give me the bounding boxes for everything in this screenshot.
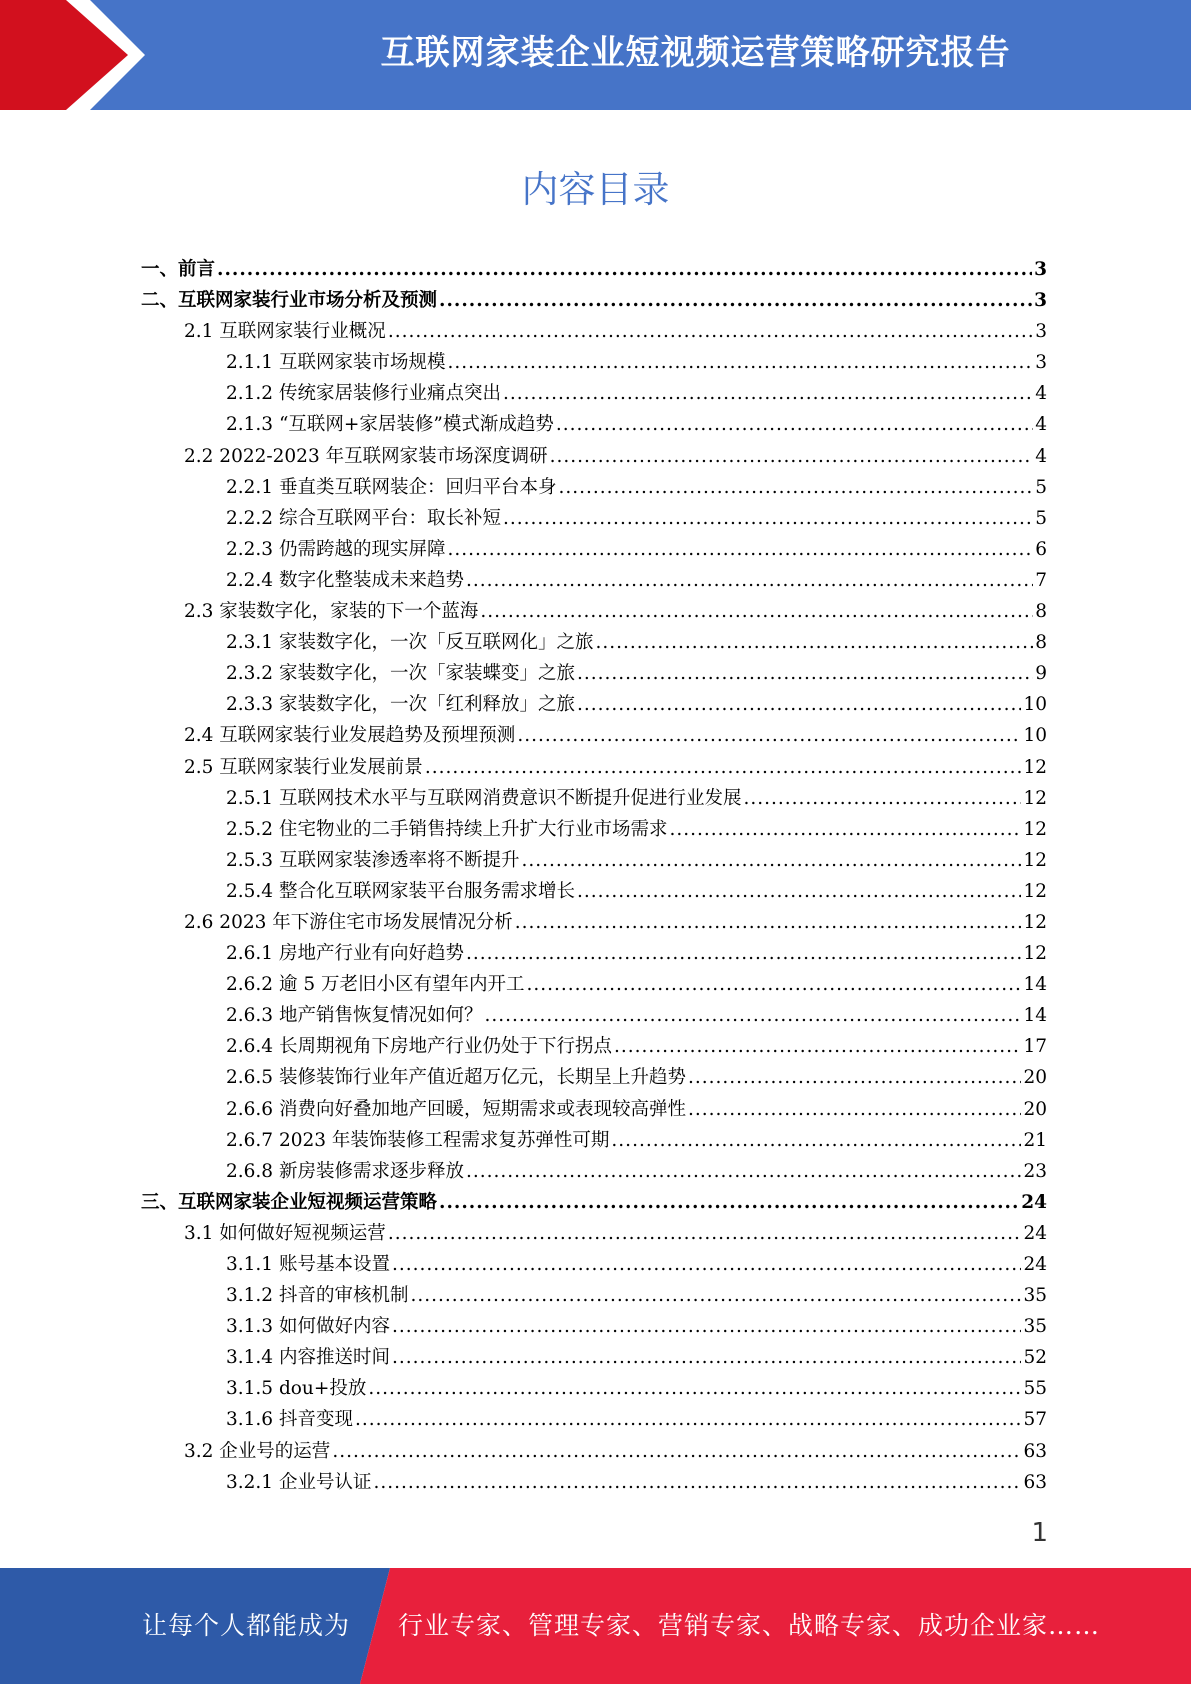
toc-dot-leader bbox=[392, 1249, 1021, 1280]
toc-dot-leader bbox=[410, 1280, 1021, 1311]
toc-entry-page: 35 bbox=[1023, 1285, 1047, 1307]
toc-entry[interactable] bbox=[0, 876, 1191, 907]
toc-dot-leader bbox=[550, 441, 1034, 472]
toc-entry-page: 17 bbox=[1023, 1036, 1047, 1058]
toc-entry-page: 3 bbox=[1034, 290, 1047, 312]
toc-entry-title: 2.1.1 互联网家装市场规模 bbox=[226, 352, 446, 374]
toc-dot-leader bbox=[466, 1156, 1021, 1187]
toc-entry-title: 2.5.1 互联网技术水平与互联网消费意识不断提升促进行业发展 bbox=[226, 787, 742, 809]
report-title: 互联网家装企业短视频运营策略研究报告 bbox=[380, 33, 1011, 73]
toc-entry-page: 52 bbox=[1023, 1347, 1047, 1369]
toc-entry[interactable] bbox=[0, 254, 1191, 285]
toc-entry[interactable] bbox=[0, 783, 1191, 814]
toc-entry-page: 24 bbox=[1023, 1254, 1047, 1275]
toc-entry-title: 2.3 家装数字化，家装的下一个蓝海 bbox=[184, 601, 479, 623]
toc-entry-title: 3.1.1 账号基本设置 bbox=[226, 1254, 390, 1275]
toc-dot-leader bbox=[503, 378, 1033, 409]
toc-dot-leader bbox=[595, 627, 1033, 658]
toc-dot-leader bbox=[556, 409, 1033, 440]
toc-entry-title: 2.2.2 综合互联网平台：取长补短 bbox=[226, 507, 501, 529]
toc-dot-leader bbox=[688, 1094, 1021, 1125]
toc-entry[interactable] bbox=[0, 409, 1191, 440]
toc-entry-title: 2.3.3 家装数字化，一次「红利释放」之旅 bbox=[226, 694, 575, 716]
toc-entry[interactable] bbox=[0, 472, 1191, 503]
toc-entry[interactable] bbox=[0, 1031, 1191, 1062]
toc-entry[interactable] bbox=[0, 1311, 1191, 1342]
toc-entry-page: 12 bbox=[1023, 849, 1047, 871]
toc-entry[interactable] bbox=[0, 441, 1191, 472]
toc-dot-leader bbox=[439, 285, 1032, 316]
toc-entry[interactable] bbox=[0, 689, 1191, 720]
toc-entry[interactable] bbox=[0, 814, 1191, 845]
toc-dot-leader bbox=[373, 1467, 1021, 1498]
toc-entry-title: 3.1.4 内容推送时间 bbox=[226, 1347, 390, 1369]
toc-entry[interactable] bbox=[0, 1404, 1191, 1435]
toc-dot-leader bbox=[447, 534, 1033, 565]
header-banner bbox=[0, 0, 1191, 110]
toc-entry-page: 6 bbox=[1035, 538, 1047, 560]
toc-entry-title: 3.1.3 如何做好内容 bbox=[226, 1316, 390, 1338]
toc-dot-leader bbox=[743, 783, 1021, 814]
toc-entry-page: 10 bbox=[1023, 694, 1047, 716]
toc-entry-title: 2.5 互联网家装行业发展前景 bbox=[184, 756, 423, 778]
toc-entry-title: 2.1 互联网家装行业概况 bbox=[184, 321, 386, 343]
toc-entry[interactable] bbox=[0, 907, 1191, 938]
toc-entry-title: 三、互联网家装企业短视频运营策略 bbox=[141, 1191, 438, 1213]
toc-entry-page: 7 bbox=[1035, 569, 1047, 591]
toc-entry[interactable] bbox=[0, 1342, 1191, 1373]
toc-dot-leader bbox=[484, 1000, 1021, 1031]
toc-entry-title: 2.6.1 房地产行业有向好趋势 bbox=[226, 943, 464, 965]
toc-entry-title: 2.3.1 家装数字化，一次「反互联网化」之旅 bbox=[226, 632, 594, 654]
toc-entry-title: 2.6.2 逾 5 万老旧小区有望年内开工 bbox=[226, 974, 525, 996]
toc-entry[interactable] bbox=[0, 503, 1191, 534]
toc-entry-page: 57 bbox=[1023, 1409, 1047, 1431]
toc-dot-leader bbox=[466, 565, 1033, 596]
toc-entry-page: 12 bbox=[1023, 756, 1047, 778]
toc-entry-page: 4 bbox=[1035, 445, 1047, 467]
toc-entry-title: 2.1.2 传统家居装修行业痛点突出 bbox=[226, 383, 501, 405]
page-number: 1 bbox=[1031, 1518, 1048, 1548]
toc-dot-leader bbox=[669, 814, 1021, 845]
toc-entry[interactable] bbox=[0, 1436, 1191, 1467]
toc-entry[interactable] bbox=[0, 1156, 1191, 1187]
toc-entry-page: 20 bbox=[1023, 1098, 1047, 1120]
toc-dot-leader bbox=[521, 845, 1021, 876]
toc-dot-leader bbox=[577, 658, 1033, 689]
toc-entry-page: 5 bbox=[1035, 476, 1047, 498]
toc-entry[interactable] bbox=[0, 845, 1191, 876]
toc-entry-page: 35 bbox=[1023, 1316, 1047, 1338]
toc-entry-title: 3.1.2 抖音的审核机制 bbox=[226, 1285, 409, 1307]
toc-entry[interactable] bbox=[0, 285, 1191, 316]
toc-entry[interactable] bbox=[0, 316, 1191, 347]
toc-entry-title: 3.1.6 抖音变现 bbox=[226, 1409, 353, 1431]
toc-dot-leader bbox=[517, 720, 1021, 751]
toc-entry[interactable] bbox=[0, 1000, 1191, 1031]
toc-entry[interactable] bbox=[0, 627, 1191, 658]
toc-dot-leader bbox=[611, 1125, 1021, 1156]
toc-entry[interactable] bbox=[0, 596, 1191, 627]
toc-dot-leader bbox=[577, 689, 1021, 720]
footer-slogan-left: 让每个人都能成为 bbox=[142, 1611, 351, 1640]
toc-entry-page: 10 bbox=[1023, 725, 1047, 747]
toc-entry[interactable] bbox=[0, 378, 1191, 409]
toc-entry-page: 55 bbox=[1023, 1378, 1047, 1400]
toc-entry-title: 2.5.2 住宅物业的二手销售持续上升扩大行业市场需求 bbox=[226, 818, 668, 840]
toc-entry-title: 2.5.4 整合化互联网家装平台服务需求增长 bbox=[226, 880, 575, 902]
toc-entry-title: 2.6.8 新房装修需求逐步释放 bbox=[226, 1160, 464, 1182]
toc-entry[interactable] bbox=[0, 534, 1191, 565]
toc-entry-page: 24 bbox=[1023, 1222, 1047, 1244]
toc-entry[interactable] bbox=[0, 1373, 1191, 1404]
toc-dot-leader bbox=[480, 596, 1033, 627]
toc-heading: 内容目录 bbox=[521, 168, 670, 211]
toc-dot-leader bbox=[332, 1436, 1021, 1467]
toc-dot-leader bbox=[368, 1373, 1021, 1404]
toc-entry-page: 3 bbox=[1035, 352, 1047, 374]
toc-entry-title: 一、前言 bbox=[141, 259, 216, 280]
toc-entry-title: 3.1 如何做好短视频运营 bbox=[184, 1222, 386, 1244]
toc-entry[interactable] bbox=[0, 938, 1191, 969]
toc-entry-title: 2.6.6 消费向好叠加地产回暖，短期需求或表现较高弹性 bbox=[226, 1098, 686, 1120]
toc-entry[interactable] bbox=[0, 565, 1191, 596]
toc-entry[interactable] bbox=[0, 1280, 1191, 1311]
table-of-contents bbox=[0, 254, 1191, 1498]
toc-entry-title: 2.4 互联网家装行业发展趋势及预埋预测 bbox=[184, 725, 516, 747]
footer-slogan-right: 行业专家、管理专家、营销专家、战略专家、成功企业家…… bbox=[398, 1611, 1101, 1640]
toc-entry-page: 12 bbox=[1023, 943, 1047, 965]
toc-dot-leader bbox=[614, 1031, 1021, 1062]
toc-entry-title: 3.2.1 企业号认证 bbox=[226, 1471, 372, 1493]
toc-entry-page: 5 bbox=[1035, 507, 1047, 529]
footer-banner bbox=[0, 1568, 1191, 1684]
toc-entry[interactable] bbox=[0, 1187, 1191, 1218]
toc-entry[interactable] bbox=[0, 1125, 1191, 1156]
toc-entry-page: 3 bbox=[1034, 259, 1047, 280]
toc-entry-title: 2.6 2023 年下游住宅市场发展情况分析 bbox=[184, 911, 513, 933]
toc-entry[interactable] bbox=[0, 1218, 1191, 1249]
toc-entry[interactable] bbox=[0, 347, 1191, 378]
toc-dot-leader bbox=[503, 503, 1033, 534]
toc-entry[interactable] bbox=[0, 969, 1191, 1000]
toc-entry-page: 8 bbox=[1035, 601, 1047, 623]
toc-entry-page: 12 bbox=[1023, 911, 1047, 933]
toc-entry-title: 2.6.7 2023 年装饰装修工程需求复苏弹性可期 bbox=[226, 1129, 610, 1151]
toc-entry-page: 4 bbox=[1035, 383, 1047, 405]
toc-entry-page: 21 bbox=[1023, 1129, 1047, 1151]
toc-entry-page: 8 bbox=[1035, 632, 1047, 654]
toc-entry-title: 2.1.3 “互联网+家居装修”模式渐成趋势 bbox=[226, 414, 554, 436]
toc-dot-leader bbox=[388, 316, 1033, 347]
toc-entry-title: 3.1.5 dou+投放 bbox=[226, 1378, 367, 1400]
toc-entry-page: 24 bbox=[1021, 1191, 1047, 1213]
toc-entry-title: 2.2.3 仍需跨越的现实屏障 bbox=[226, 538, 446, 560]
toc-dot-leader bbox=[515, 907, 1022, 938]
toc-entry-page: 14 bbox=[1023, 1005, 1047, 1027]
toc-entry-page: 14 bbox=[1023, 974, 1047, 996]
toc-entry-page: 4 bbox=[1035, 414, 1047, 436]
toc-dot-leader bbox=[355, 1404, 1022, 1435]
toc-dot-leader bbox=[392, 1311, 1021, 1342]
toc-entry-page: 12 bbox=[1023, 787, 1047, 809]
toc-entry-page: 3 bbox=[1035, 321, 1047, 343]
toc-entry[interactable] bbox=[0, 658, 1191, 689]
toc-entry-title: 2.2.4 数字化整装成未来趋势 bbox=[226, 569, 464, 591]
toc-dot-leader bbox=[558, 472, 1033, 503]
toc-entry-page: 12 bbox=[1023, 818, 1047, 840]
toc-entry-title: 2.3.2 家装数字化，一次「家装蝶变」之旅 bbox=[226, 663, 575, 685]
toc-dot-leader bbox=[439, 1187, 1019, 1218]
toc-dot-leader bbox=[447, 347, 1033, 378]
toc-entry-title: 3.2 企业号的运营 bbox=[184, 1440, 331, 1462]
toc-entry-page: 63 bbox=[1023, 1471, 1047, 1493]
toc-entry-page: 63 bbox=[1023, 1440, 1047, 1462]
toc-dot-leader bbox=[388, 1218, 1022, 1249]
toc-entry-title: 2.6.5 装修装饰行业年产值近超万亿元，长期呈上升趋势 bbox=[226, 1067, 686, 1089]
toc-dot-leader bbox=[688, 1062, 1021, 1093]
toc-entry-page: 20 bbox=[1023, 1067, 1047, 1089]
toc-dot-leader bbox=[577, 876, 1021, 907]
red-chevron-icon bbox=[0, 0, 200, 110]
toc-dot-leader bbox=[425, 752, 1022, 783]
toc-entry-title: 2.2 2022-2023 年互联网家装市场深度调研 bbox=[184, 445, 548, 467]
toc-entry-title: 2.2.1 垂直类互联网装企：回归平台本身 bbox=[226, 476, 557, 498]
toc-entry[interactable] bbox=[0, 1467, 1191, 1498]
toc-dot-leader bbox=[392, 1342, 1021, 1373]
toc-entry-page: 23 bbox=[1023, 1160, 1047, 1182]
toc-entry[interactable] bbox=[0, 1249, 1191, 1280]
toc-entry[interactable] bbox=[0, 1094, 1191, 1125]
toc-entry-title: 2.6.3 地产销售恢复情况如何？ bbox=[226, 1005, 483, 1027]
toc-entry[interactable] bbox=[0, 752, 1191, 783]
toc-entry[interactable] bbox=[0, 1062, 1191, 1093]
toc-entry-title: 2.6.4 长周期视角下房地产行业仍处于下行拐点 bbox=[226, 1036, 612, 1058]
toc-dot-leader bbox=[527, 969, 1022, 1000]
toc-entry-page: 9 bbox=[1035, 663, 1047, 685]
toc-entry[interactable] bbox=[0, 720, 1191, 751]
toc-entry-title: 二、互联网家装行业市场分析及预测 bbox=[141, 290, 438, 312]
toc-dot-leader bbox=[217, 254, 1032, 285]
toc-dot-leader bbox=[466, 938, 1021, 969]
toc-entry-page: 12 bbox=[1023, 880, 1047, 902]
toc-entry-title: 2.5.3 互联网家装渗透率将不断提升 bbox=[226, 849, 520, 871]
